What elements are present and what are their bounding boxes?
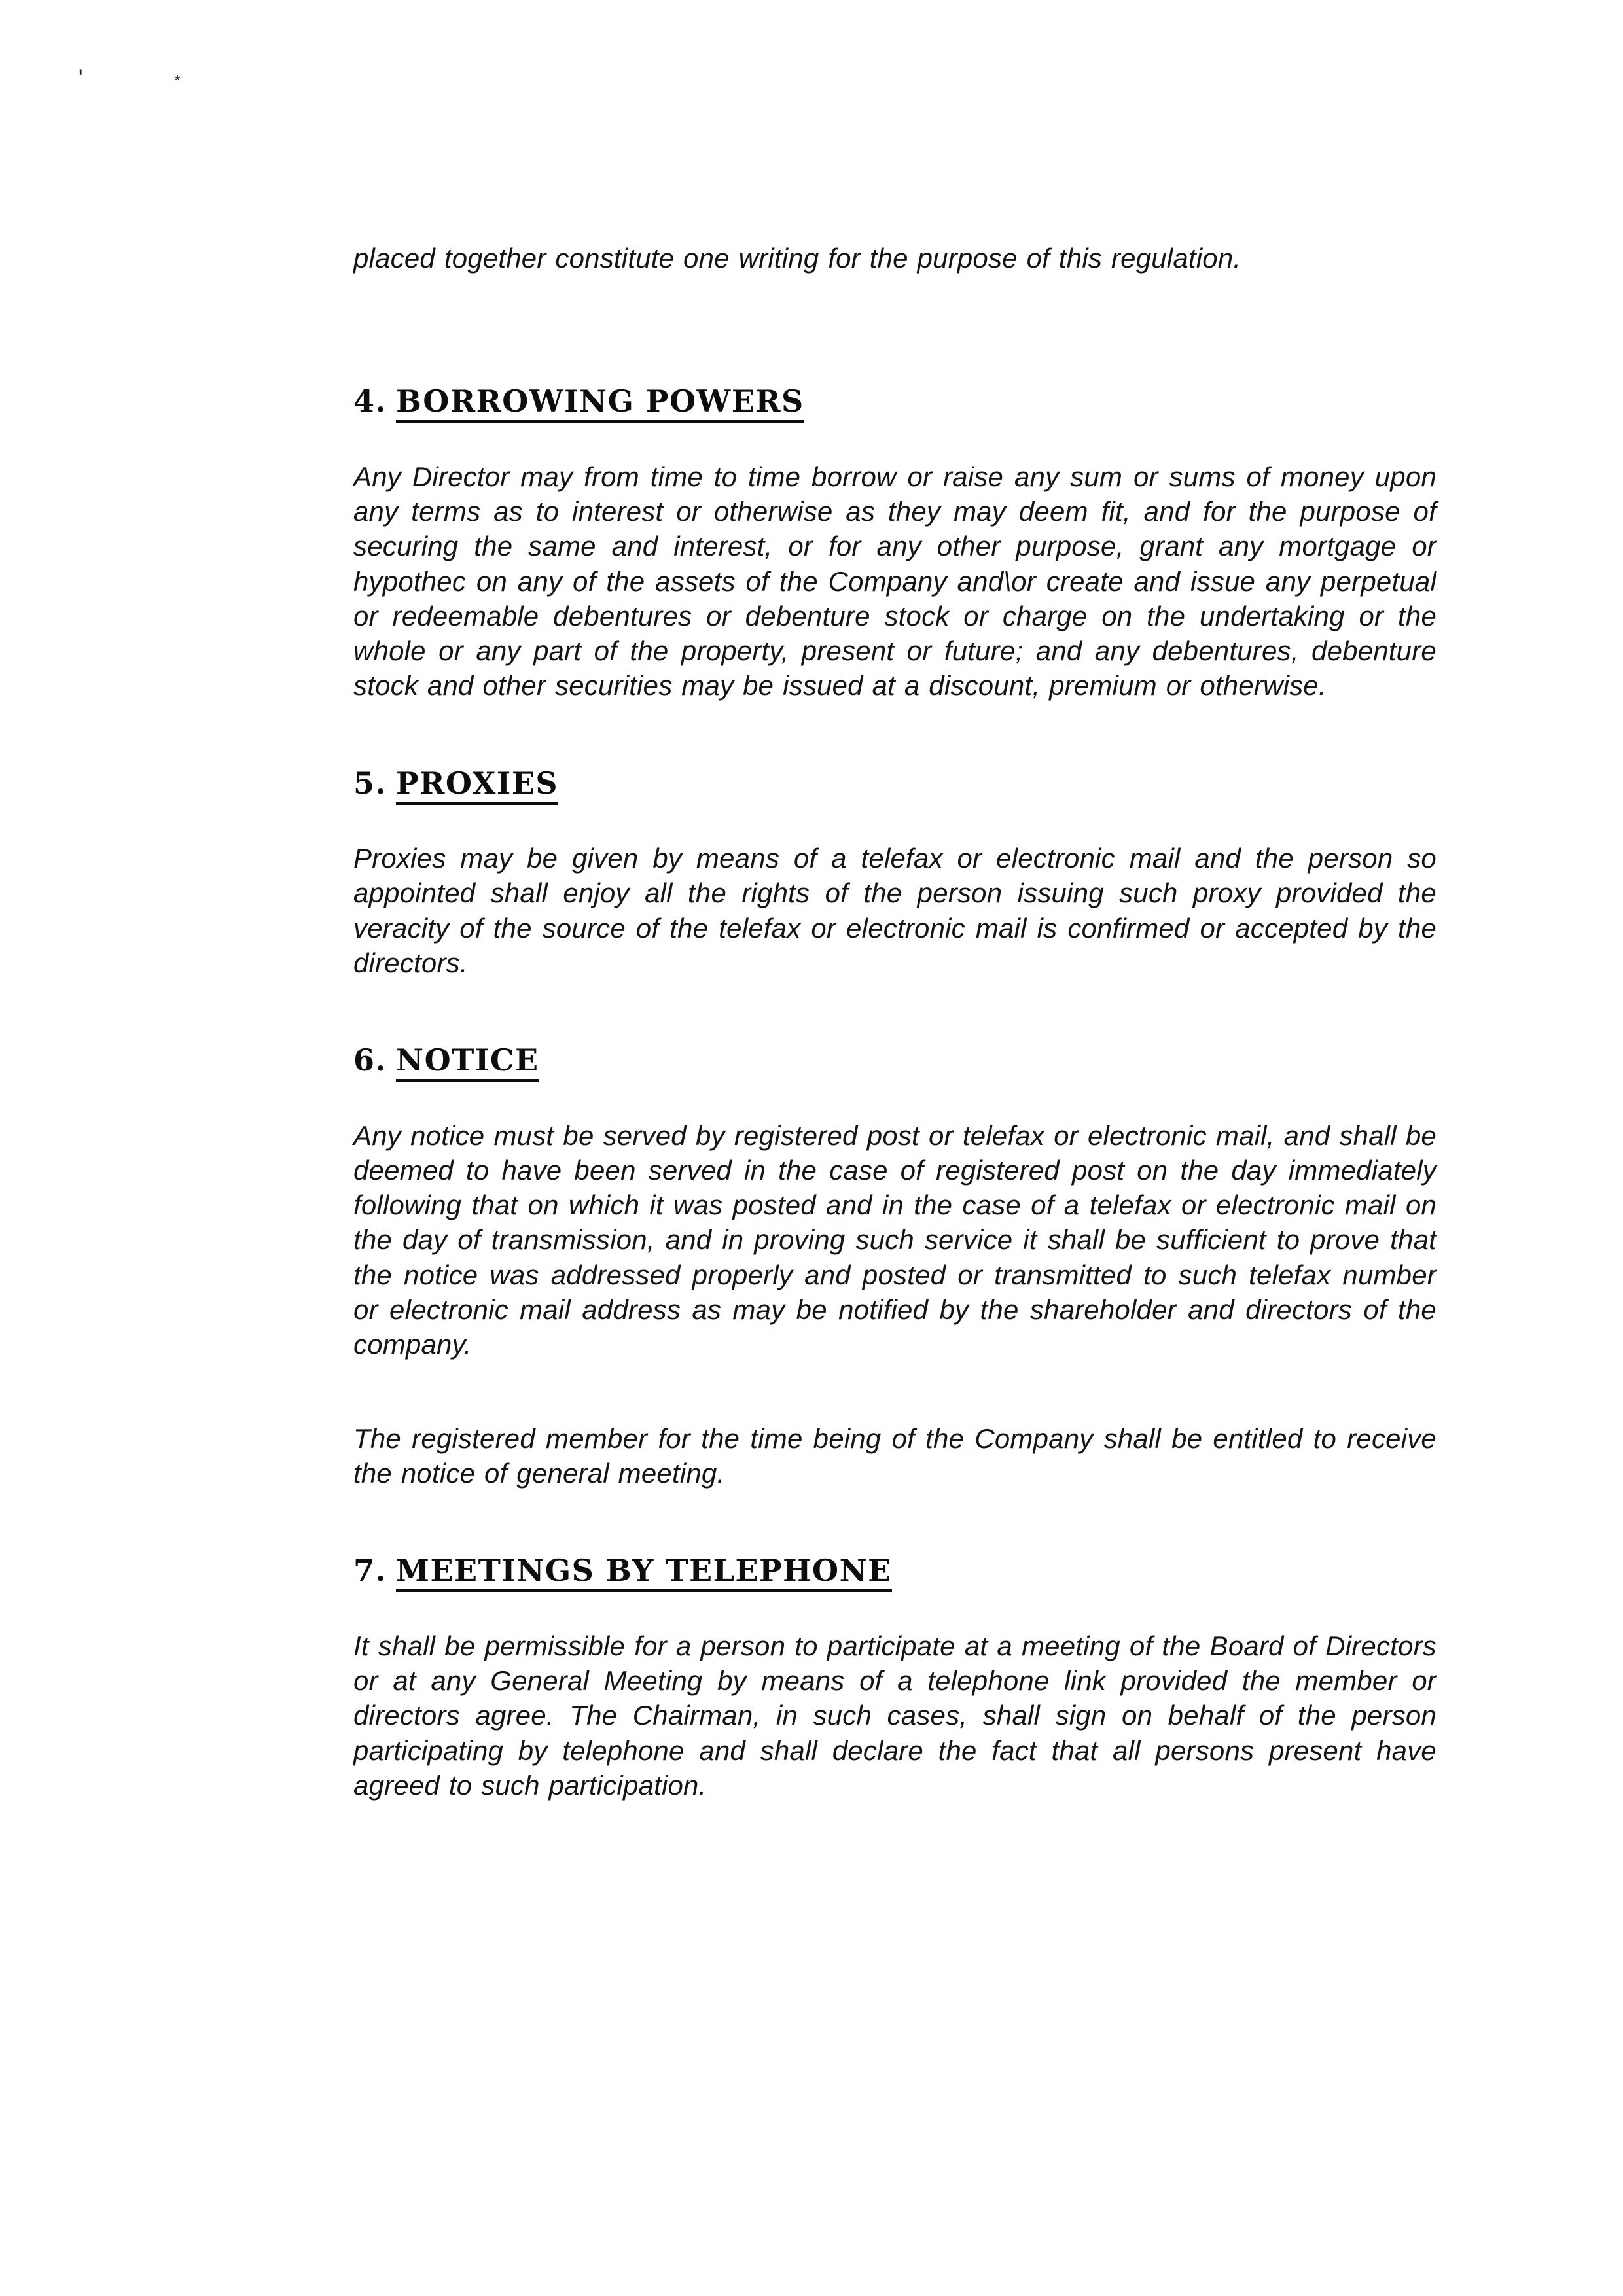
document-content [353, 241, 1436, 1803]
meetings-by-telephone-paragraph: It shall be permissible for a person to participate at a meeting of the Board of Directors or at any General Meeting by means of a telephone link provided the member or directors agree. The Chairman, in such cases, shall sign on behalf of the person participating by telephone and shall declare the fact that all persons present have agreed to such participation. [353, 1630, 1436, 1801]
section-heading-borrowing-powers [353, 383, 1436, 419]
section-heading-proxies [353, 766, 1436, 802]
section-heading-notice [353, 1042, 1436, 1078]
continuation-paragraph: placed together constitute one writing for the purpose of this regulation. [353, 243, 1241, 274]
scan-artifact-right: * [174, 71, 181, 90]
section-title: NOTICE [396, 1042, 539, 1082]
notice-paragraph-1: Any notice must be served by registered post or telefax or electronic mail, and shall be deemed to have been served in the case of registered post on the day immediately following that on which it was posted and in the case of a telefax or electronic mail on the day of transmission, and in proving such service it shall be sufficient to prove that the notice was addressed properly and posted or transmitted to such telefax number or electronic mail address as may be notified by the shareholder and directors of the company. [353, 1120, 1436, 1360]
section-title: PROXIES [396, 766, 558, 805]
section-title: BORROWING POWERS [396, 383, 804, 423]
section-number: 5. [353, 765, 387, 801]
section-heading-meetings-by-telephone [353, 1553, 1436, 1589]
section-title: MEETINGS BY TELEPHONE [396, 1553, 892, 1592]
borrowing-powers-paragraph: Any Director may from time to time borrow or raise any sum or sums of money upon any terms as to interest or otherwise as they may deem fit, and for the purpose of securing the same and interest, or for any other purpose, grant any mortgage or hypothec on any of the assets of the Company and\or create and issue any perpetual or redeemable debentures or debenture stock or charge on the undertaking or the whole or any part of the property, present or future; and any debentures, debenture stock and other securities may be issued at a discount, premium or otherwise. [353, 461, 1436, 701]
scan-artifact-left: ' [79, 65, 83, 90]
proxies-paragraph: Proxies may be given by means of a telefax or electronic mail and the person so appointed shall enjoy all the rights of the person issuing such proxy provided the veracity of the source of the telefax or electronic mail is confirmed or accepted by the directors. [353, 843, 1436, 978]
section-number: 7. [353, 1553, 387, 1589]
section-number: 4. [353, 383, 387, 419]
notice-paragraph-2: The registered member for the time being of the Company shall be entitled to receive the notice of general meeting. [353, 1422, 1436, 1489]
section-number: 6. [353, 1042, 387, 1078]
